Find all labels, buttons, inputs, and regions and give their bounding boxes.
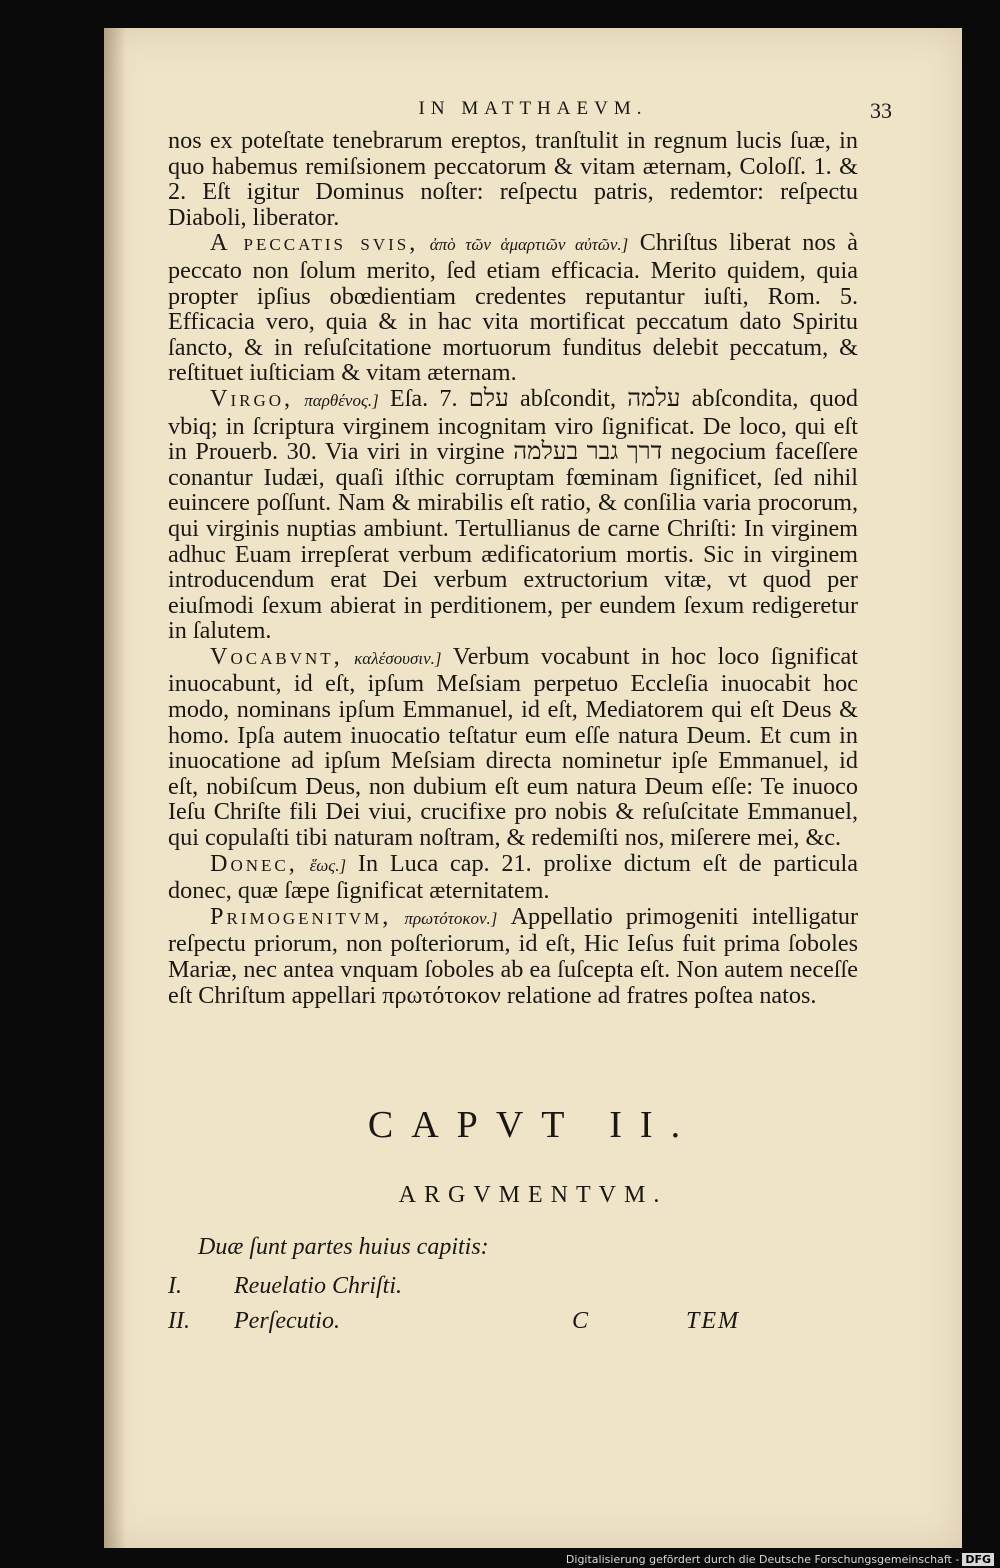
paragraph-text: Chriſtus liberat nos à peccato non ſolum merito, ſed etiam efficacia. Merito quidem, quia propter ipſius obœdientiam credentes reputantur iuſti, Rom. 5. Efficacia vero, quia & in hac vita mortificat peccatum dato Spiritu ſancto, & in reſuſcitatione mortuorum funditus delebit peccatum, & reſtituet iuſticiam & vitam æternam. (168, 229, 859, 387)
argument-heading: ARGVMENTVM. (398, 1182, 668, 1208)
greek-gloss: ἀπὸ τῶν ἁμαρτιῶν αὐτῶν.] (429, 235, 629, 255)
outline-item (168, 1308, 340, 1335)
lemma-label: Virgo, (210, 384, 294, 412)
outline-number: I. (168, 1273, 182, 1299)
outline-number: II. (168, 1308, 190, 1334)
outline-item (168, 1273, 402, 1300)
lemma-paragraph (168, 644, 858, 851)
lemma-label: Primogenitvm, (210, 902, 392, 930)
signature-mark: C (572, 1308, 589, 1334)
commentary-text (168, 128, 858, 1008)
book-page (104, 28, 962, 1548)
catchword: TEM (686, 1308, 740, 1334)
gutter-shadow (104, 28, 126, 1548)
paragraph-text: nos ex poteſtate tenebrarum ereptos, tranſtulit in regnum lucis ſuæ, in quo habemus remiſsionem peccatorum & vitam æternam, Coloſſ. 1. & 2. Eſt igitur Dominus noſter: reſpectu patris, redemtor: reſpectu Diaboli, liberator. (168, 127, 858, 231)
paragraph-text: Appellatio primogeniti intelligatur reſpectu priorum, non poſteriorum, id eſt, Hic Ieſus fuit prima ſoboles Mariæ, nec antea vnquam ſoboles ab ea ſuſcepta eſt. Non autem neceſſe eſt Chriſtum appellari πρωτότοκον relatione ad fratres poſtea natos. (168, 902, 859, 1009)
digitization-footer (566, 1553, 994, 1566)
footer-text: Digitalisierung gefördert durch die Deutsche Forschungsgemeinschaft - (565, 1553, 960, 1566)
greek-gloss: ἕως.] (309, 855, 347, 875)
greek-gloss: παρθένος.] (304, 390, 379, 410)
lemma-label: A peccatis svis, (210, 229, 419, 257)
paragraph-continuation (168, 128, 858, 230)
lemma-paragraph (168, 851, 858, 904)
lemma-label: Donec, (210, 849, 298, 877)
greek-gloss: καλέσουσιν.] (354, 648, 442, 668)
paragraph-text: Eſa. 7. עלם abſcondit, עלמה abſcondita, quod vbiq; in ſcriptura virginem incognitam viro ſignificat. De loco, qui eſt in Prouerb. 30. Via viri in virgine דרך גבר בעלמה negocium faceſſere conantur Iudæi, quaſi iſthic corruptam fœminam ſignificet, ſed nihil euincere poſſunt. Nam & mirabilis eſt ratio, & conſilia varia procorum, qui virginis nuptias ambiunt. Tertullianus de carne Chriſti: In virginem adhuc Euam irrepſerat verbum ædificatorium mortis. Sic in virginem introducendum erat Dei verbum extructorium vitæ, vt quod per eiuſmodi ſexum abierat in perditionem, per eundem ſexum redigeretur in ſalutem. (168, 384, 859, 645)
outline-label: Perſecutio. (234, 1308, 340, 1334)
lemma-paragraph (168, 386, 858, 644)
paragraph-text: In Luca cap. 21. prolixe dictum eſt de particula donec, quæ ſæpe ſignificat æternitatem. (168, 849, 859, 905)
lemma-label: Vocabvnt, (210, 642, 343, 670)
page-number: 33 (870, 98, 892, 123)
dfg-logo: DFG (962, 1553, 994, 1566)
chapter-title: CAPVT II. (367, 1104, 699, 1146)
paragraph-text: Verbum vocabunt in hoc loco ſignificat inuocabunt, id eſt, ipſum Meſsiam perpetuo Eccleſia inuocabit hoc modo, nominans ipſum Emmanuel, id eſt, Mediatorem qui eſt Deus & homo. Ipſa autem inuocatio teſtatur eum eſſe natura Deum. Et cum in inuocatione ad ipſum Meſsiam directa nominetur ipſe Emmanuel, id eſt, nobiſcum Deus, non dubium eſt eum natura Deum eſſe: Te inuoco Ieſu Chriſte fili Dei viui, crucifixe pro nobis & reſuſcitate Emmanuel, qui copulaſti tibi naturam noſtram, & redemiſti nos, miſerere mei, &c. (168, 642, 859, 852)
greek-gloss: πρωτότοκον.] (404, 908, 498, 928)
outline-title: Duæ ſunt partes huius capitis: (198, 1234, 489, 1260)
running-head: IN MATTHAEVM. (418, 98, 648, 119)
lemma-paragraph (168, 230, 858, 386)
lemma-paragraph (168, 904, 858, 1008)
outline-label: Reuelatio Chriſti. (234, 1273, 402, 1299)
